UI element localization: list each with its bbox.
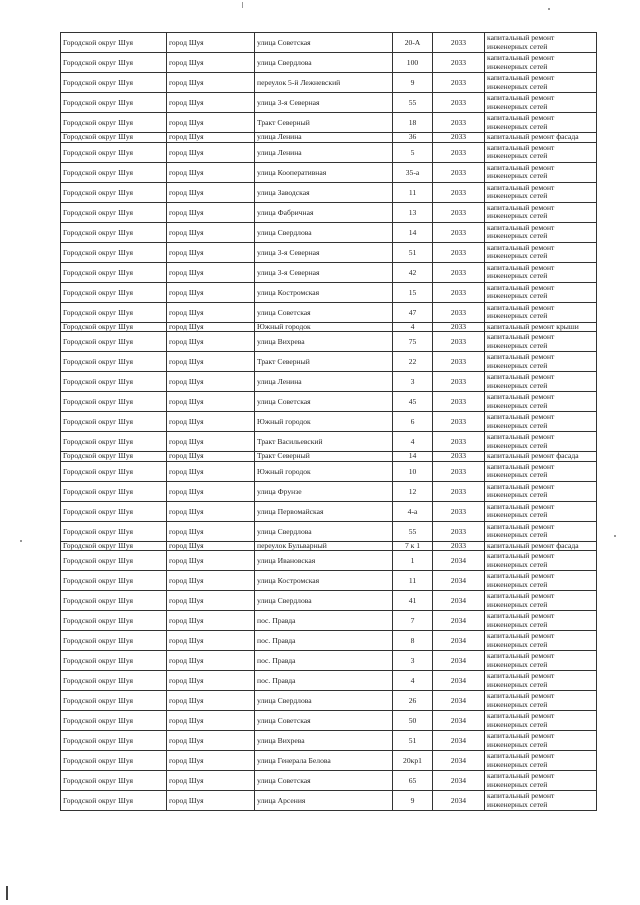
municipality-cell: Городской округ Шуя: [61, 113, 167, 133]
work-type-cell: капитальный ремонт инженерных сетей: [485, 651, 597, 671]
municipality-cell: Городской округ Шуя: [61, 332, 167, 352]
year-cell: 2033: [433, 162, 485, 182]
scan-speck: [548, 8, 550, 10]
table-row: [61, 461, 597, 481]
street-cell: пос. Правда: [255, 631, 393, 651]
house-number-cell: 14: [393, 222, 433, 242]
street-cell: Тракт Северный: [255, 352, 393, 372]
year-cell: 2033: [433, 242, 485, 262]
work-type-cell: капитальный ремонт инженерных сетей: [485, 791, 597, 811]
house-number-cell: 51: [393, 242, 433, 262]
work-type-cell: капитальный ремонт инженерных сетей: [485, 33, 597, 53]
work-type-cell: капитальный ремонт инженерных сетей: [485, 262, 597, 282]
scan-speck: [614, 535, 616, 537]
street-cell: улица Ленина: [255, 133, 393, 143]
year-cell: 2034: [433, 771, 485, 791]
municipality-cell: Городской округ Шуя: [61, 412, 167, 432]
year-cell: 2033: [433, 461, 485, 481]
street-cell: Тракт Северный: [255, 113, 393, 133]
work-type-cell: капитальный ремонт инженерных сетей: [485, 222, 597, 242]
year-cell: 2033: [433, 222, 485, 242]
house-number-cell: 13: [393, 202, 433, 222]
table-row: [61, 481, 597, 501]
municipality-cell: Городской округ Шуя: [61, 571, 167, 591]
street-cell: Тракт Васильевский: [255, 432, 393, 452]
house-number-cell: 7 к 1: [393, 541, 433, 551]
year-cell: 2033: [433, 133, 485, 143]
municipality-cell: Городской округ Шуя: [61, 461, 167, 481]
work-type-cell: капитальный ремонт инженерных сетей: [485, 113, 597, 133]
house-number-cell: 45: [393, 392, 433, 412]
locality-cell: город Шуя: [167, 591, 255, 611]
locality-cell: город Шуя: [167, 541, 255, 551]
locality-cell: город Шуя: [167, 262, 255, 282]
year-cell: 2033: [433, 282, 485, 302]
table-row: [61, 322, 597, 332]
work-type-cell: капитальный ремонт инженерных сетей: [485, 352, 597, 372]
year-cell: 2033: [433, 352, 485, 372]
house-number-cell: 51: [393, 731, 433, 751]
municipality-cell: Городской округ Шуя: [61, 591, 167, 611]
table-row: [61, 541, 597, 551]
street-cell: улица Первомайская: [255, 501, 393, 521]
municipality-cell: Городской округ Шуя: [61, 691, 167, 711]
work-type-cell: капитальный ремонт фасада: [485, 541, 597, 551]
house-number-cell: 7: [393, 611, 433, 631]
municipality-cell: Городской округ Шуя: [61, 481, 167, 501]
street-cell: улица 3-я Северная: [255, 262, 393, 282]
street-cell: улица Костромская: [255, 571, 393, 591]
year-cell: 2034: [433, 551, 485, 571]
work-type-cell: капитальный ремонт инженерных сетей: [485, 302, 597, 322]
locality-cell: город Шуя: [167, 501, 255, 521]
year-cell: 2033: [433, 412, 485, 432]
work-type-cell: капитальный ремонт фасада: [485, 133, 597, 143]
work-type-cell: капитальный ремонт инженерных сетей: [485, 242, 597, 262]
municipality-cell: Городской округ Шуя: [61, 651, 167, 671]
municipality-cell: Городской округ Шуя: [61, 53, 167, 73]
work-type-cell: капитальный ремонт инженерных сетей: [485, 202, 597, 222]
locality-cell: город Шуя: [167, 113, 255, 133]
street-cell: улица Генерала Белова: [255, 751, 393, 771]
table-body: [61, 33, 597, 811]
house-number-cell: 15: [393, 282, 433, 302]
year-cell: 2033: [433, 322, 485, 332]
municipality-cell: Городской округ Шуя: [61, 501, 167, 521]
work-type-cell: капитальный ремонт инженерных сетей: [485, 93, 597, 113]
year-cell: 2033: [433, 182, 485, 202]
locality-cell: город Шуя: [167, 392, 255, 412]
municipality-cell: Городской округ Шуя: [61, 162, 167, 182]
municipality-cell: Городской округ Шуя: [61, 352, 167, 372]
street-cell: Южный городок: [255, 412, 393, 432]
table-row: [61, 392, 597, 412]
year-cell: 2033: [433, 332, 485, 352]
table-row: [61, 671, 597, 691]
locality-cell: город Шуя: [167, 352, 255, 372]
year-cell: 2033: [433, 541, 485, 551]
house-number-cell: 36: [393, 133, 433, 143]
work-type-cell: капитальный ремонт инженерных сетей: [485, 182, 597, 202]
municipality-cell: Городской округ Шуя: [61, 33, 167, 53]
year-cell: 2033: [433, 142, 485, 162]
house-number-cell: 8: [393, 631, 433, 651]
street-cell: улица Ивановская: [255, 551, 393, 571]
table-row: [61, 93, 597, 113]
locality-cell: город Шуя: [167, 631, 255, 651]
locality-cell: город Шуя: [167, 611, 255, 631]
street-cell: переулок Бульварный: [255, 541, 393, 551]
table-row: [61, 372, 597, 392]
work-type-cell: капитальный ремонт инженерных сетей: [485, 691, 597, 711]
table-row: [61, 113, 597, 133]
locality-cell: город Шуя: [167, 372, 255, 392]
locality-cell: город Шуя: [167, 93, 255, 113]
year-cell: 2034: [433, 711, 485, 731]
municipality-cell: Городской округ Шуя: [61, 322, 167, 332]
municipality-cell: Городской округ Шуя: [61, 133, 167, 143]
house-number-cell: 26: [393, 691, 433, 711]
house-number-cell: 55: [393, 521, 433, 541]
table-row: [61, 452, 597, 462]
table-row: [61, 611, 597, 631]
work-type-cell: капитальный ремонт инженерных сетей: [485, 412, 597, 432]
table-row: [61, 142, 597, 162]
street-cell: улица Советская: [255, 711, 393, 731]
work-type-cell: капитальный ремонт крыши: [485, 322, 597, 332]
year-cell: 2034: [433, 791, 485, 811]
work-type-cell: капитальный ремонт инженерных сетей: [485, 481, 597, 501]
municipality-cell: Городской округ Шуя: [61, 182, 167, 202]
house-number-cell: 4: [393, 322, 433, 332]
locality-cell: город Шуя: [167, 651, 255, 671]
locality-cell: город Шуя: [167, 771, 255, 791]
work-type-cell: капитальный ремонт инженерных сетей: [485, 372, 597, 392]
work-type-cell: капитальный ремонт инженерных сетей: [485, 73, 597, 93]
locality-cell: город Шуя: [167, 142, 255, 162]
street-cell: улица Свердлова: [255, 53, 393, 73]
repair-schedule-table: [60, 32, 597, 811]
work-type-cell: капитальный ремонт инженерных сетей: [485, 551, 597, 571]
table-row: [61, 182, 597, 202]
street-cell: улица Свердлова: [255, 521, 393, 541]
table-row: [61, 162, 597, 182]
locality-cell: город Шуя: [167, 481, 255, 501]
table-row: [61, 791, 597, 811]
year-cell: 2033: [433, 392, 485, 412]
table-row: [61, 651, 597, 671]
year-cell: 2034: [433, 591, 485, 611]
locality-cell: город Шуя: [167, 202, 255, 222]
year-cell: 2034: [433, 611, 485, 631]
locality-cell: город Шуя: [167, 412, 255, 432]
street-cell: улица Ленина: [255, 142, 393, 162]
table-row: [61, 222, 597, 242]
work-type-cell: капитальный ремонт инженерных сетей: [485, 392, 597, 412]
street-cell: улица Советская: [255, 33, 393, 53]
work-type-cell: капитальный ремонт инженерных сетей: [485, 751, 597, 771]
year-cell: 2033: [433, 501, 485, 521]
table-row: [61, 432, 597, 452]
house-number-cell: 5: [393, 142, 433, 162]
street-cell: улица 3-я Северная: [255, 242, 393, 262]
work-type-cell: капитальный ремонт инженерных сетей: [485, 53, 597, 73]
locality-cell: город Шуя: [167, 731, 255, 751]
locality-cell: город Шуя: [167, 432, 255, 452]
house-number-cell: 4: [393, 432, 433, 452]
house-number-cell: 20кр1: [393, 751, 433, 771]
municipality-cell: Городской округ Шуя: [61, 242, 167, 262]
street-cell: Южный городок: [255, 461, 393, 481]
street-cell: Тракт Северный: [255, 452, 393, 462]
year-cell: 2033: [433, 432, 485, 452]
municipality-cell: Городской округ Шуя: [61, 521, 167, 541]
work-type-cell: капитальный ремонт инженерных сетей: [485, 142, 597, 162]
municipality-cell: Городской округ Шуя: [61, 731, 167, 751]
house-number-cell: 18: [393, 113, 433, 133]
street-cell: улица Арсения: [255, 791, 393, 811]
house-number-cell: 9: [393, 73, 433, 93]
locality-cell: город Шуя: [167, 162, 255, 182]
table-row: [61, 33, 597, 53]
house-number-cell: 4-а: [393, 501, 433, 521]
street-cell: пос. Правда: [255, 611, 393, 631]
table-row: [61, 521, 597, 541]
year-cell: 2033: [433, 521, 485, 541]
locality-cell: город Шуя: [167, 282, 255, 302]
municipality-cell: Городской округ Шуя: [61, 452, 167, 462]
street-cell: пос. Правда: [255, 671, 393, 691]
locality-cell: город Шуя: [167, 751, 255, 771]
house-number-cell: 50: [393, 711, 433, 731]
work-type-cell: капитальный ремонт инженерных сетей: [485, 432, 597, 452]
municipality-cell: Городской округ Шуя: [61, 551, 167, 571]
table-row: [61, 551, 597, 571]
house-number-cell: 75: [393, 332, 433, 352]
work-type-cell: капитальный ремонт инженерных сетей: [485, 461, 597, 481]
locality-cell: город Шуя: [167, 711, 255, 731]
street-cell: улица Костромская: [255, 282, 393, 302]
municipality-cell: Городской округ Шуя: [61, 611, 167, 631]
municipality-cell: Городской округ Шуя: [61, 671, 167, 691]
house-number-cell: 11: [393, 571, 433, 591]
street-cell: улица Ленина: [255, 372, 393, 392]
municipality-cell: Городской округ Шуя: [61, 541, 167, 551]
year-cell: 2033: [433, 481, 485, 501]
municipality-cell: Городской округ Шуя: [61, 771, 167, 791]
locality-cell: город Шуя: [167, 33, 255, 53]
year-cell: 2033: [433, 452, 485, 462]
table-row: [61, 631, 597, 651]
table-row: [61, 242, 597, 262]
year-cell: 2034: [433, 691, 485, 711]
work-type-cell: капитальный ремонт инженерных сетей: [485, 671, 597, 691]
municipality-cell: Городской округ Шуя: [61, 711, 167, 731]
work-type-cell: капитальный ремонт инженерных сетей: [485, 501, 597, 521]
work-type-cell: капитальный ремонт инженерных сетей: [485, 631, 597, 651]
locality-cell: город Шуя: [167, 551, 255, 571]
scan-mark: [6, 886, 8, 900]
scan-speck: [20, 540, 22, 542]
year-cell: 2033: [433, 302, 485, 322]
street-cell: улица Вихрева: [255, 332, 393, 352]
house-number-cell: 55: [393, 93, 433, 113]
year-cell: 2033: [433, 93, 485, 113]
locality-cell: город Шуя: [167, 133, 255, 143]
work-type-cell: капитальный ремонт инженерных сетей: [485, 591, 597, 611]
house-number-cell: 6: [393, 412, 433, 432]
street-cell: улица Заводская: [255, 182, 393, 202]
table-row: [61, 412, 597, 432]
street-cell: улица Свердлова: [255, 691, 393, 711]
locality-cell: город Шуя: [167, 332, 255, 352]
house-number-cell: 12: [393, 481, 433, 501]
municipality-cell: Городской округ Шуя: [61, 202, 167, 222]
street-cell: пос. Правда: [255, 651, 393, 671]
table-row: [61, 571, 597, 591]
house-number-cell: 3: [393, 651, 433, 671]
year-cell: 2033: [433, 262, 485, 282]
table-row: [61, 282, 597, 302]
locality-cell: город Шуя: [167, 791, 255, 811]
house-number-cell: 20-А: [393, 33, 433, 53]
work-type-cell: капитальный ремонт инженерных сетей: [485, 611, 597, 631]
municipality-cell: Городской округ Шуя: [61, 282, 167, 302]
work-type-cell: капитальный ремонт инженерных сетей: [485, 282, 597, 302]
municipality-cell: Городской округ Шуя: [61, 791, 167, 811]
house-number-cell: 22: [393, 352, 433, 372]
municipality-cell: Городской округ Шуя: [61, 222, 167, 242]
year-cell: 2034: [433, 571, 485, 591]
table-row: [61, 731, 597, 751]
work-type-cell: капитальный ремонт инженерных сетей: [485, 731, 597, 751]
year-cell: 2034: [433, 631, 485, 651]
house-number-cell: 4: [393, 671, 433, 691]
locality-cell: город Шуя: [167, 671, 255, 691]
year-cell: 2033: [433, 372, 485, 392]
municipality-cell: Городской округ Шуя: [61, 751, 167, 771]
table-row: [61, 133, 597, 143]
locality-cell: город Шуя: [167, 73, 255, 93]
street-cell: улица Вихрева: [255, 731, 393, 751]
street-cell: улица Советская: [255, 392, 393, 412]
year-cell: 2033: [433, 73, 485, 93]
house-number-cell: 47: [393, 302, 433, 322]
house-number-cell: 1: [393, 551, 433, 571]
year-cell: 2034: [433, 651, 485, 671]
locality-cell: город Шуя: [167, 182, 255, 202]
street-cell: улица Советская: [255, 302, 393, 322]
street-cell: переулок 5-й Лежневский: [255, 73, 393, 93]
table-row: [61, 771, 597, 791]
year-cell: 2034: [433, 671, 485, 691]
house-number-cell: 65: [393, 771, 433, 791]
scan-mark: [242, 2, 243, 8]
table-row: [61, 352, 597, 372]
table-row: [61, 711, 597, 731]
house-number-cell: 41: [393, 591, 433, 611]
street-cell: Южный городок: [255, 322, 393, 332]
table-row: [61, 202, 597, 222]
street-cell: улица Кооперативная: [255, 162, 393, 182]
locality-cell: город Шуя: [167, 461, 255, 481]
municipality-cell: Городской округ Шуя: [61, 73, 167, 93]
locality-cell: город Шуя: [167, 302, 255, 322]
table-row: [61, 501, 597, 521]
year-cell: 2034: [433, 731, 485, 751]
work-type-cell: капитальный ремонт инженерных сетей: [485, 332, 597, 352]
municipality-cell: Городской округ Шуя: [61, 262, 167, 282]
street-cell: улица Фрунзе: [255, 481, 393, 501]
municipality-cell: Городской округ Шуя: [61, 392, 167, 412]
municipality-cell: Городской округ Шуя: [61, 631, 167, 651]
house-number-cell: 14: [393, 452, 433, 462]
street-cell: улица 3-я Северная: [255, 93, 393, 113]
work-type-cell: капитальный ремонт инженерных сетей: [485, 521, 597, 541]
year-cell: 2034: [433, 751, 485, 771]
house-number-cell: 3: [393, 372, 433, 392]
locality-cell: город Шуя: [167, 521, 255, 541]
work-type-cell: капитальный ремонт инженерных сетей: [485, 571, 597, 591]
street-cell: улица Советская: [255, 771, 393, 791]
table-row: [61, 302, 597, 322]
locality-cell: город Шуя: [167, 452, 255, 462]
locality-cell: город Шуя: [167, 691, 255, 711]
table-row: [61, 73, 597, 93]
house-number-cell: 100: [393, 53, 433, 73]
house-number-cell: 35-а: [393, 162, 433, 182]
work-type-cell: капитальный ремонт инженерных сетей: [485, 711, 597, 731]
work-type-cell: капитальный ремонт инженерных сетей: [485, 771, 597, 791]
locality-cell: город Шуя: [167, 571, 255, 591]
work-type-cell: капитальный ремонт инженерных сетей: [485, 162, 597, 182]
table-row: [61, 751, 597, 771]
locality-cell: город Шуя: [167, 242, 255, 262]
table-row: [61, 53, 597, 73]
year-cell: 2033: [433, 202, 485, 222]
street-cell: улица Свердлова: [255, 591, 393, 611]
house-number-cell: 11: [393, 182, 433, 202]
municipality-cell: Городской округ Шуя: [61, 302, 167, 322]
year-cell: 2033: [433, 113, 485, 133]
table-row: [61, 262, 597, 282]
table-row: [61, 332, 597, 352]
locality-cell: город Шуя: [167, 322, 255, 332]
municipality-cell: Городской округ Шуя: [61, 432, 167, 452]
house-number-cell: 9: [393, 791, 433, 811]
work-type-cell: капитальный ремонт фасада: [485, 452, 597, 462]
house-number-cell: 10: [393, 461, 433, 481]
year-cell: 2033: [433, 33, 485, 53]
municipality-cell: Городской округ Шуя: [61, 372, 167, 392]
house-number-cell: 42: [393, 262, 433, 282]
street-cell: улица Фабричная: [255, 202, 393, 222]
municipality-cell: Городской округ Шуя: [61, 93, 167, 113]
locality-cell: город Шуя: [167, 222, 255, 242]
municipality-cell: Городской округ Шуя: [61, 142, 167, 162]
table-row: [61, 591, 597, 611]
table-row: [61, 691, 597, 711]
street-cell: улица Свердлова: [255, 222, 393, 242]
locality-cell: город Шуя: [167, 53, 255, 73]
year-cell: 2033: [433, 53, 485, 73]
